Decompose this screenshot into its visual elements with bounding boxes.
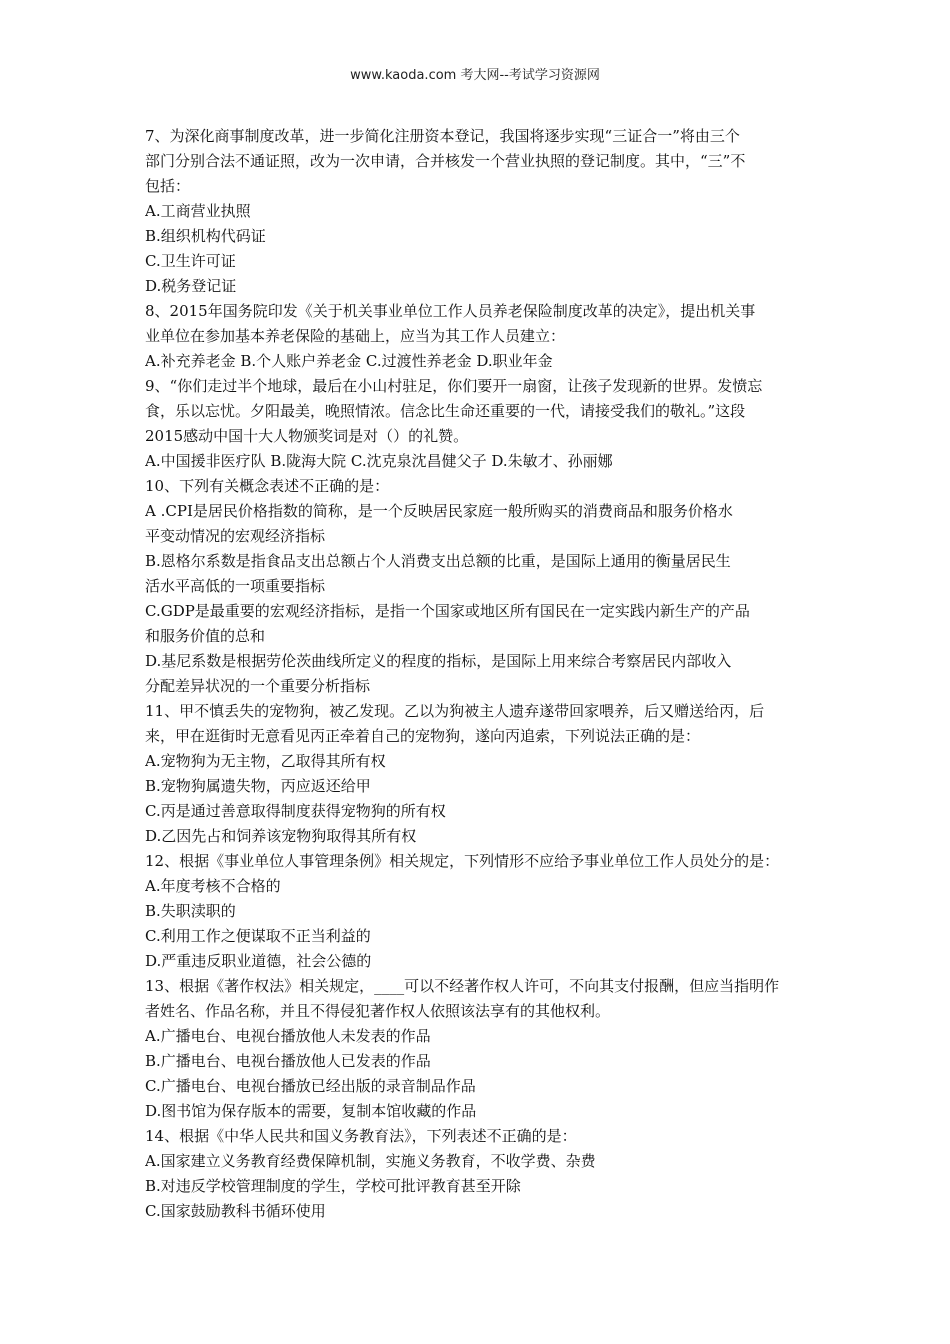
text-line: C.丙是通过善意取得制度获得宠物狗的所有权 <box>145 802 446 820</box>
text-line: B.宠物狗属遗失物，丙应返还给甲 <box>145 777 371 795</box>
text-line: 分配差异状况的一个重要分析指标 <box>145 677 371 695</box>
text-line: 部门分别合法不通证照，改为一次申请，合并核发一个营业执照的登记制度。其中，“三”不 <box>145 152 746 170</box>
text-line: B.广播电台、电视台播放他人已发表的作品 <box>145 1052 431 1070</box>
text-line: 来，甲在逛街时无意看见丙正牵着自己的宠物狗，遂向丙追索，下列说法正确的是： <box>145 727 701 745</box>
text-line: 13、根据《著作权法》相关规定，____可以不经著作权人许可，不向其支付报酬，但应当指明作 <box>145 977 780 995</box>
text-line: B.恩格尔系数是指食品支出总额占个人消费支出总额的比重，是国际上通用的衡量居民生 <box>145 552 731 570</box>
text-line: A.工商营业执照 <box>145 202 251 220</box>
text-line: A .CPI是居民价格指数的简称，是一个反映居民家庭一般所购买的消费商品和服务价格水 <box>145 502 733 520</box>
text-line: 平变动情况的宏观经济指标 <box>145 527 326 545</box>
text-line: C.卫生许可证 <box>145 252 236 270</box>
text-line: D.税务登记证 <box>145 277 237 295</box>
page-header: www.kaoda.com 考大网--考试学习资源网 <box>350 68 600 83</box>
text-line: C.国家鼓励教科书循环使用 <box>145 1202 326 1220</box>
text-line: A.中国援非医疗队 B.陇海大院 C.沈克泉沈昌健父子 D.朱敏才、孙丽娜 <box>145 452 613 470</box>
text-line: B.失职渎职的 <box>145 902 236 920</box>
text-line: 业单位在参加基本养老保险的基础上，应当为其工作人员建立： <box>145 327 566 345</box>
text-line: D.基尼系数是根据劳伦茨曲线所定义的程度的指标，是国际上用来综合考察居民内部收入 <box>145 652 732 670</box>
text-line: A.补充养老金 B.个人账户养老金 C.过渡性养老金 D.职业年金 <box>145 352 553 370</box>
text-line: D.严重违反职业道德，社会公德的 <box>145 952 372 970</box>
text-line: 9、“你们走过半个地球，最后在小山村驻足，你们要开一扇窗，让孩子发现新的世界。发愤忘 <box>145 377 763 395</box>
question-list <box>145 124 817 1224</box>
text-line: 8、2015年国务院印发《关于机关事业单位工作人员养老保险制度改革的决定》，提出机关事 <box>145 302 756 320</box>
text-line: A.年度考核不合格的 <box>145 877 281 895</box>
text-line: 活水平高低的一项重要指标 <box>145 577 326 595</box>
text-line: 包括： <box>145 177 191 195</box>
text-line: C.GDP是最重要的宏观经济指标，是指一个国家或地区所有国民在一定实践内新生产的产品 <box>145 602 750 620</box>
text-line: 11、甲不慎丢失的宠物狗，被乙发现。乙以为狗被主人遗弃遂带回家喂养，后又赠送给丙，后 <box>145 702 765 720</box>
text-line: 和服务价值的总和 <box>145 627 266 645</box>
text-line: B.组织机构代码证 <box>145 227 266 245</box>
text-line: 2015感动中国十大人物颁奖词是对（）的礼赞。 <box>145 427 469 445</box>
text-line: 10、下列有关概念表述不正确的是： <box>145 477 390 495</box>
text-line: A.宠物狗为无主物，乙取得其所有权 <box>145 752 386 770</box>
text-line: B.对违反学校管理制度的学生，学校可批评教育甚至开除 <box>145 1177 521 1195</box>
text-line: A.广播电台、电视台播放他人未发表的作品 <box>145 1027 431 1045</box>
text-line: 食，乐以忘忧。夕阳最美，晚照情浓。信念比生命还重要的一代，请接受我们的敬礼。”这段 <box>145 402 746 420</box>
text-line: 12、根据《事业单位人事管理条例》相关规定，下列情形不应给予事业单位工作人员处分的是： <box>145 852 780 870</box>
text-line: A.国家建立义务教育经费保障机制，实施义务教育，不收学费、杂费 <box>145 1152 596 1170</box>
text-line: 者姓名、作品名称，并且不得侵犯著作权人依照该法享有的其他权利。 <box>145 1002 611 1020</box>
text-line: C.广播电台、电视台播放已经出版的录音制品作品 <box>145 1077 476 1095</box>
text-line: D.图书馆为保存版本的需要，复制本馆收藏的作品 <box>145 1102 477 1120</box>
text-line: 7、为深化商事制度改革，进一步简化注册资本登记，我国将逐步实现“三证合一”将由三个 <box>145 127 740 145</box>
text-line: C.利用工作之便谋取不正当利益的 <box>145 927 371 945</box>
text-line: D.乙因先占和饲养该宠物狗取得其所有权 <box>145 827 417 845</box>
text-line: 14、根据《中华人民共和国义务教育法》，下列表述不正确的是： <box>145 1127 577 1145</box>
